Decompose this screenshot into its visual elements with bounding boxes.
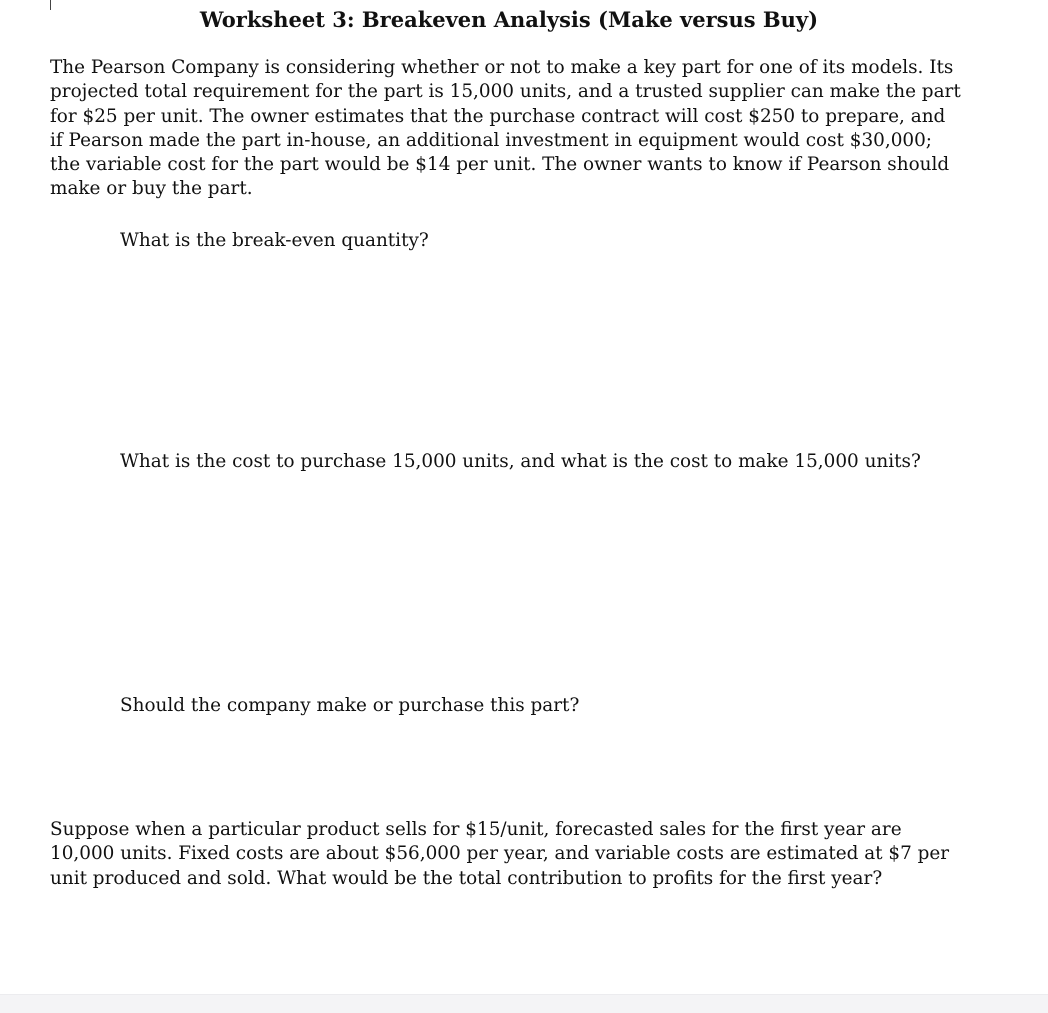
contribution-problem-line: 10,000 units. Fixed costs are about $56,000 per year, and variable costs are estimated at $7 per: [50, 843, 950, 865]
page-bottom-strip: [0, 994, 1048, 1013]
question-break-even-quantity: What is the break-even quantity?: [120, 230, 429, 251]
intro-line: projected total requirement for the part is 15,000 units, and a trusted supplier can make the part: [50, 81, 961, 103]
question-purchase-vs-make-cost: What is the cost to purchase 15,000 units, and what is the cost to make 15,000 units?: [120, 451, 921, 472]
worksheet-title: Worksheet 3: Breakeven Analysis (Make versus Buy): [199, 7, 819, 32]
intro-line: if Pearson made the part in-house, an additional investment in equipment would cost $30,000;: [50, 129, 933, 151]
intro-line: The Pearson Company is considering whether or not to make a key part for one of its models. Its: [50, 57, 954, 78]
contribution-problem-line: Suppose when a particular product sells for $15/unit, forecasted sales for the first year are: [50, 819, 902, 840]
intro-paragraph: [50, 56, 980, 202]
intro-line: the variable cost for the part would be $14 per unit. The owner wants to know if Pearson should: [50, 154, 950, 176]
contribution-problem-line: unit produced and sold. What would be the total contribution to profits for the first year?: [50, 867, 883, 889]
intro-line: for $25 per unit. The owner estimates that the purchase contract will cost $250 to prepare, and: [50, 105, 946, 127]
intro-line: make or buy the part.: [50, 178, 253, 200]
question-make-or-purchase: Should the company make or purchase this part?: [120, 695, 580, 716]
contribution-problem-paragraph: [50, 818, 990, 891]
